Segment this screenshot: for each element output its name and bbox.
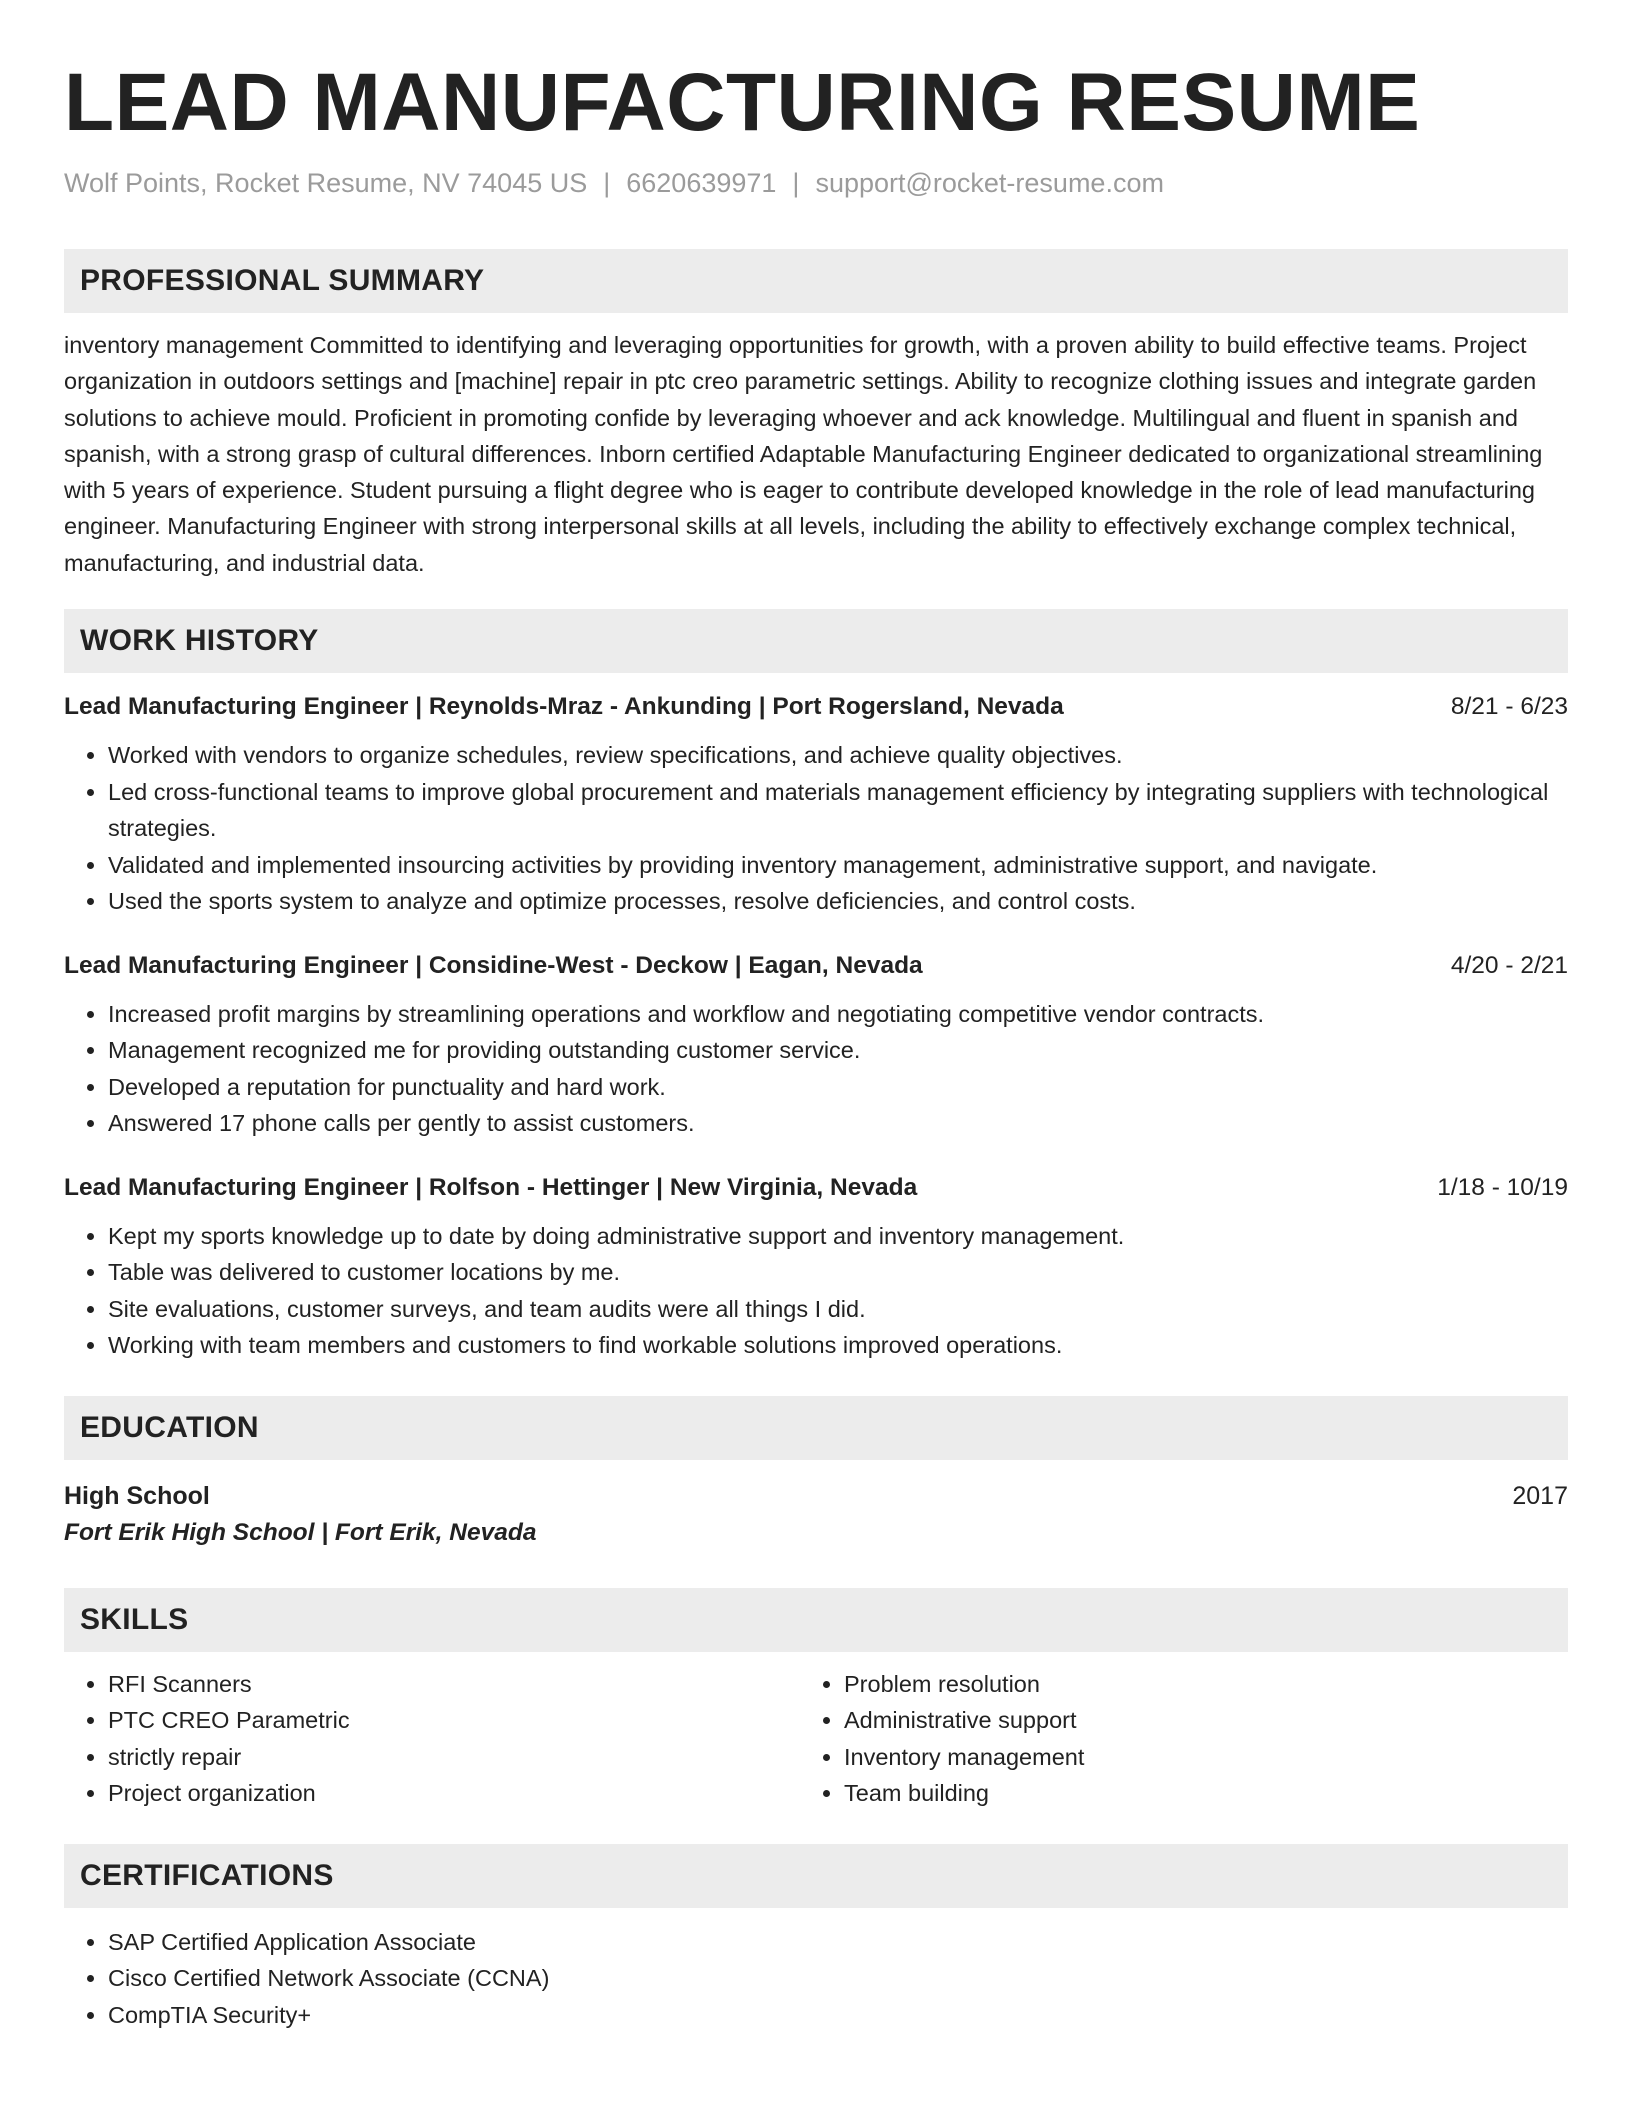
candidate-name: LEAD MANUFACTURING RESUME bbox=[64, 57, 1421, 148]
summary-section-header: PROFESSIONAL SUMMARY bbox=[64, 249, 1568, 313]
certifications-section-header: CERTIFICATIONS bbox=[64, 1844, 1568, 1908]
contact-separator: | bbox=[603, 168, 611, 198]
job-bullet: • Site evaluations, customer surveys, and team audits were all things I did. bbox=[108, 1291, 1568, 1328]
certification-item: • SAP Certified Application Associate bbox=[108, 1924, 1568, 1961]
skill-item: • Team building bbox=[844, 1775, 1536, 1812]
job-bullet: • Table was delivered to customer locations by me. bbox=[108, 1254, 1568, 1291]
skill-item: • Problem resolution bbox=[844, 1666, 1536, 1703]
job-bullet: • Answered 17 phone calls per gently to assist customers. bbox=[108, 1105, 1568, 1142]
job-bullet: • Worked with vendors to organize schedules, review specifications, and achieve quality objectives. bbox=[108, 737, 1568, 774]
job-bullet: • Increased profit margins by streamlining operations and workflow and negotiating competitive vendor contracts. bbox=[108, 996, 1568, 1033]
job-bullet: • Kept my sports knowledge up to date by doing administrative support and inventory management. bbox=[108, 1218, 1568, 1255]
education-row bbox=[64, 1478, 1568, 1514]
skills-column-right bbox=[800, 1666, 1536, 1812]
skill-item: • RFI Scanners bbox=[108, 1666, 800, 1703]
contact-separator: | bbox=[792, 168, 800, 198]
education-degree: High School bbox=[64, 1481, 210, 1510]
contact-phone: 6620639971 bbox=[626, 168, 777, 198]
skill-item: • Inventory management bbox=[844, 1739, 1536, 1776]
job-dates: 8/21 - 6/23 bbox=[1450, 693, 1568, 721]
skill-item: • strictly repair bbox=[108, 1739, 800, 1776]
job-heading-row bbox=[64, 1172, 1568, 1204]
job-title: Lead Manufacturing Engineer | Rolfson - Hettinger | New Virginia, Nevada bbox=[64, 1173, 918, 1201]
job-bullet: • Validated and implemented insourcing activities by providing inventory management, administrative support, and navigate. bbox=[108, 847, 1568, 884]
job-bullet: • Working with team members and customers to find workable solutions improved operations. bbox=[108, 1327, 1568, 1364]
contact-email: support@rocket-resume.com bbox=[815, 168, 1164, 198]
job-title: Lead Manufacturing Engineer | Considine-West - Deckow | Eagan, Nevada bbox=[64, 951, 923, 979]
education-section-header: EDUCATION bbox=[64, 1396, 1568, 1460]
skill-item: • Project organization bbox=[108, 1775, 800, 1812]
job-bullets bbox=[64, 737, 1568, 920]
summary-text: inventory management Committed to identifying and leveraging opportunities for growth, with a proven ability to build effective teams. Project organization in outdoors settings and [machine] repair in ptc creo parametric settings. Ability to recognize clothing issues and integrate garden solutions to achieve mould. Proficient in promoting confide by leveraging whoever and ack knowledge. Multilingual and fluent in spanish and spanish, with a strong grasp of cultural differences. Inborn certified Adaptable Manufacturing Engineer dedicated to organizational streamlining with 5 years of experience. Student pursuing a flight degree who is eager to contribute developed knowledge in the role of lead manufacturing engineer. Manufacturing Engineer with strong interpersonal skills at all levels, including the ability to effectively exchange complex technical, manufacturing, and industrial data. bbox=[64, 332, 1543, 576]
job-bullet: • Management recognized me for providing outstanding customer service. bbox=[108, 1032, 1568, 1069]
job-dates: 1/18 - 10/19 bbox=[1437, 1173, 1568, 1201]
certifications-list bbox=[64, 1924, 1568, 2034]
job-heading-row bbox=[64, 950, 1568, 982]
work-history-section-header: WORK HISTORY bbox=[64, 609, 1568, 673]
skill-item: • PTC CREO Parametric bbox=[108, 1702, 800, 1739]
skills-column-left bbox=[64, 1666, 800, 1812]
job-bullets bbox=[64, 1218, 1568, 1364]
job-entry bbox=[64, 691, 1568, 920]
job-title: Lead Manufacturing Engineer | Reynolds-Mraz - Ankunding | Port Rogersland, Nevada bbox=[64, 693, 1064, 721]
skills-grid bbox=[64, 1666, 1568, 1812]
job-bullets bbox=[64, 996, 1568, 1142]
certification-item: • CompTIA Security+ bbox=[108, 1997, 1568, 2034]
skills-section-header: SKILLS bbox=[64, 1588, 1568, 1652]
job-entry bbox=[64, 950, 1568, 1142]
certification-item: • Cisco Certified Network Associate (CCNA) bbox=[108, 1960, 1568, 1997]
job-entry bbox=[64, 1172, 1568, 1364]
job-dates: 4/20 - 2/21 bbox=[1450, 951, 1568, 979]
contact-line bbox=[64, 168, 1568, 199]
skill-item: • Administrative support bbox=[844, 1702, 1536, 1739]
job-bullet: • Used the sports system to analyze and optimize processes, resolve deficiencies, and control costs. bbox=[108, 883, 1568, 920]
contact-address: Wolf Points, Rocket Resume, NV 74045 US bbox=[64, 168, 588, 198]
job-bullet: • Developed a reputation for punctuality and hard work. bbox=[108, 1069, 1568, 1106]
education-school: Fort Erik High School | Fort Erik, Nevada bbox=[64, 1518, 537, 1546]
job-bullet: • Led cross-functional teams to improve global procurement and materials management efficiency by integrating suppliers with technological strategies. bbox=[108, 774, 1568, 847]
education-year: 2017 bbox=[1512, 1481, 1568, 1510]
job-heading-row bbox=[64, 691, 1568, 723]
